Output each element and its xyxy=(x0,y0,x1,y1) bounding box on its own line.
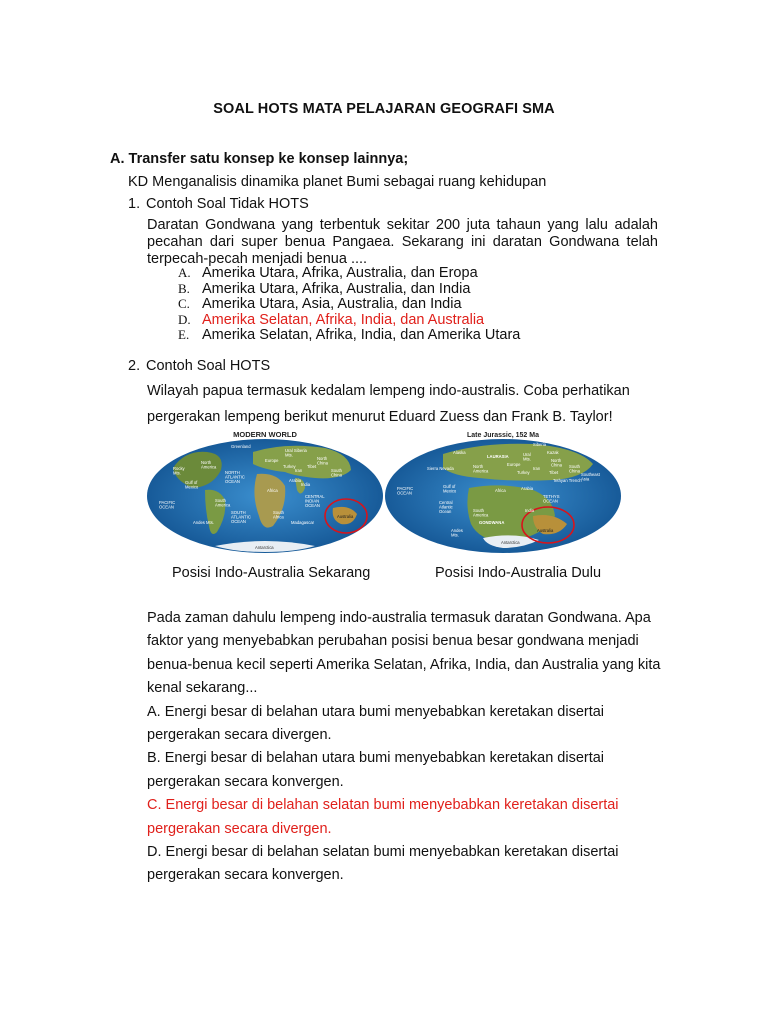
map-label: India xyxy=(525,508,535,513)
map-label: Andes Mts. xyxy=(193,520,214,525)
option-2b-line2: pergerakan secara konvergen. xyxy=(147,773,344,790)
option-2c-correct-line1: C. Energi besar di belahan selatan bumi menyebabkan keretakan disertai xyxy=(147,797,619,814)
question-2-intro-line: Wilayah papua termasuk kedalam lempeng indo-australis. Coba perhatikan xyxy=(147,383,630,399)
option-letter: C. xyxy=(178,296,190,312)
map-label: Antarctica xyxy=(255,545,274,550)
late-jurassic-map xyxy=(383,428,623,556)
map-label: South Africa xyxy=(273,510,284,520)
option-2a-line1: A. Energi besar di belahan utara bumi menyebabkan keretakan disertai xyxy=(147,703,605,720)
map-label: Siberia xyxy=(533,442,547,447)
option-letter: E. xyxy=(178,327,190,343)
map-label: North China xyxy=(317,456,328,466)
map-label: Tibet xyxy=(549,470,559,475)
option-2b-line1: B. Energi besar di belahan utara bumi menyebabkan keretakan disertai xyxy=(147,750,605,767)
map-label: Africa xyxy=(267,488,278,493)
option-text: Amerika Selatan, Afrika, India, dan Amerika Utara xyxy=(202,327,521,344)
map-label: North America xyxy=(201,460,217,470)
map-heading: Late Jurassic, 152 Ma xyxy=(467,432,539,439)
map-label: Australia xyxy=(337,514,354,519)
map-label: Tibet xyxy=(307,464,317,469)
map-label: Turkey xyxy=(517,470,530,475)
question-2-intro-line: pergerakan lempeng berikut menurut Eduard Zuess dan Frank B. Taylor! xyxy=(147,409,613,425)
map-label: Andes Mts. xyxy=(451,528,463,538)
map-label: South China xyxy=(569,464,580,474)
modern-world-map xyxy=(145,428,385,556)
question-2-body xyxy=(147,607,661,888)
map-label: North America xyxy=(473,464,489,474)
map-label: India xyxy=(301,482,311,487)
option-2a-line2: pergerakan secara divergen. xyxy=(147,726,332,743)
map-label: Europe xyxy=(507,462,521,467)
option-1b xyxy=(178,281,520,297)
map-label: CENTRAL INDIAN OCEAN xyxy=(305,494,325,509)
map-label: Central Atlantic Ocean xyxy=(439,500,453,515)
page-title: SOAL HOTS MATA PELAJARAN GEOGRAFI SMA xyxy=(213,101,555,117)
map-label: Turkey xyxy=(283,464,296,469)
example-2-number: 2. xyxy=(128,358,141,374)
option-1c xyxy=(178,296,520,312)
map-label: Antarctica xyxy=(501,540,520,545)
map-label: Rocky Mts. xyxy=(173,466,185,476)
map-label: GONDWANA xyxy=(479,520,505,525)
section-heading-a: A. Transfer satu konsep ke konsep lainnya; xyxy=(110,151,409,167)
map-label: South America xyxy=(215,498,231,508)
option-text: Amerika Utara, Afrika, Australia, dan India xyxy=(202,280,471,297)
question-2-line: Pada zaman dahulu lempeng indo-australia termasuk daratan Gondwana. Apa xyxy=(147,610,651,626)
option-1d-correct xyxy=(178,312,520,328)
option-letter: B. xyxy=(178,280,190,296)
example-2-text: Contoh Soal HOTS xyxy=(146,358,271,374)
map-label: LAURASIA xyxy=(487,454,509,459)
option-2d-line2: pergerakan secara konvergen. xyxy=(147,867,344,884)
map-label: Gulf of Mexico xyxy=(185,480,199,490)
option-letter: D. xyxy=(178,311,191,327)
map-label: Gulf of Mexico xyxy=(443,484,457,494)
question-2-line: benua-benua kecil seperti Amerika Selatan, Afrika, India, dan Australia yang kita xyxy=(147,656,661,673)
map-label: Greenland xyxy=(231,444,251,449)
caption-past: Posisi Indo-Australia Dulu xyxy=(435,565,602,581)
map-label: Iran xyxy=(533,466,541,471)
question-2-line: kenal sekarang... xyxy=(147,680,258,697)
map-label: Africa xyxy=(495,488,506,493)
map-label: Tethyan Trench xyxy=(553,478,582,483)
map-label: South China xyxy=(331,468,342,478)
map-label: PACIFIC OCEAN xyxy=(397,486,414,496)
map-label: Kazak xyxy=(547,450,559,455)
caption-present: Posisi Indo-Australia Sekarang xyxy=(172,565,371,581)
example-1-label xyxy=(128,196,309,212)
map-label: Arabia xyxy=(521,486,534,491)
option-1a xyxy=(178,265,520,281)
map-label: Iran xyxy=(295,468,303,473)
map-label: Europe xyxy=(265,458,279,463)
kd-statement: KD Menganalisis dinamika planet Bumi sebagai ruang kehidupan xyxy=(128,174,547,190)
example-1-text: Contoh Soal Tidak HOTS xyxy=(146,196,309,212)
option-text-correct: Amerika Selatan, Afrika, India, dan Australia xyxy=(202,311,485,328)
map-label: NORTH ATLANTIC OCEAN xyxy=(225,470,245,485)
example-2-label xyxy=(128,358,270,374)
map-label: TETHYS OCEAN xyxy=(543,494,560,504)
map-label: Arabia xyxy=(289,478,302,483)
option-2d-line1: D. Energi besar di belahan selatan bumi menyebabkan keretakan disertai xyxy=(147,843,619,860)
map-label: PACIFIC OCEAN xyxy=(159,500,176,510)
map-label: South America xyxy=(473,508,489,518)
map-label: Madagascar xyxy=(291,520,315,525)
map-label: Sierra Nevada xyxy=(427,466,454,471)
option-2c-correct-line2: pergerakan secara divergen. xyxy=(147,820,332,837)
map-label: North China xyxy=(551,458,562,468)
question-2-intro xyxy=(147,378,667,430)
map-label: Ural Siberia Mts. xyxy=(285,448,307,458)
option-letter: A. xyxy=(178,265,191,280)
map-heading: MODERN WORLD xyxy=(233,430,297,439)
map-label: Southeast Asia xyxy=(581,472,600,482)
map-label: Australia xyxy=(537,528,554,533)
option-text: Amerika Utara, Asia, Australia, dan India xyxy=(202,296,462,313)
map-label: Alaska xyxy=(453,450,466,455)
example-1-number: 1. xyxy=(128,196,141,212)
question-1-options xyxy=(178,265,520,343)
map-label: Ural Mts. xyxy=(523,452,531,462)
option-text: Amerika Utara, Afrika, Australia, dan Eropa xyxy=(202,265,478,281)
question-2-line: faktor yang menyebabkan perubahan posisi benua besar gondwana menjadi xyxy=(147,633,639,650)
option-1e xyxy=(178,327,520,343)
map-label: SOUTH ATLANTIC OCEAN xyxy=(231,510,251,525)
question-1-text: Daratan Gondwana yang terbentuk sekitar 200 juta tahaun yang lalu adalah pecahan dari super benua Pangaea. Sekarang ini daratan Gondwana telah terpecah-pecah menjadi benua .... xyxy=(147,217,658,267)
